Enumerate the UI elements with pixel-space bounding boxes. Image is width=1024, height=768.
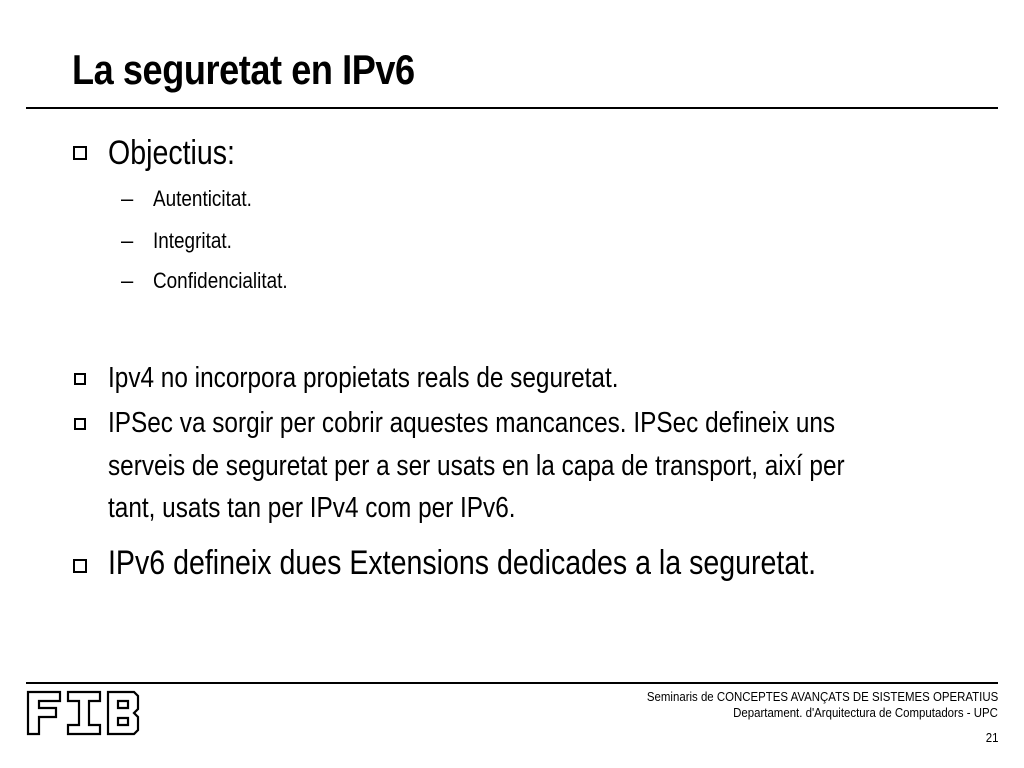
square-bullet-icon xyxy=(73,559,87,573)
footer-department: Departament. d'Arquitectura de Computadors - UPC xyxy=(733,705,998,720)
bullet-ipv4: Ipv4 no incorpora propietats reals de seguretat. xyxy=(108,362,619,394)
objective-item: Integritat. xyxy=(153,228,232,253)
bullet-ipsec-line: IPSec va sorgir per cobrir aquestes mancances. IPSec defineix uns xyxy=(108,407,836,439)
bullet-ipsec-line: serveis de seguretat per a ser usats en la capa de transport, així per xyxy=(108,450,845,482)
title-divider xyxy=(26,107,998,109)
footer-divider xyxy=(26,682,998,684)
square-bullet-icon xyxy=(74,418,86,430)
bullet-ipv6: IPv6 defineix dues Extensions dedicades a la seguretat. xyxy=(108,544,817,582)
slide-title: La seguretat en IPv6 xyxy=(72,46,415,93)
objectives-heading: Objectius: xyxy=(108,134,235,172)
dash-marker: – xyxy=(121,268,134,293)
dash-marker: – xyxy=(121,228,134,253)
fib-logo xyxy=(26,690,140,736)
footer-course: Seminaris de CONCEPTES AVANÇATS DE SISTEMES OPERATIUS xyxy=(646,689,998,704)
objective-item: Confidencialitat. xyxy=(153,268,288,293)
square-bullet-icon xyxy=(74,373,86,385)
bullet-ipsec-line: tant, usats tan per IPv4 com per IPv6. xyxy=(108,492,516,524)
page-number: 21 xyxy=(985,730,998,745)
dash-marker: – xyxy=(121,186,134,211)
objective-item: Autenticitat. xyxy=(153,186,252,211)
square-bullet-icon xyxy=(73,146,87,160)
